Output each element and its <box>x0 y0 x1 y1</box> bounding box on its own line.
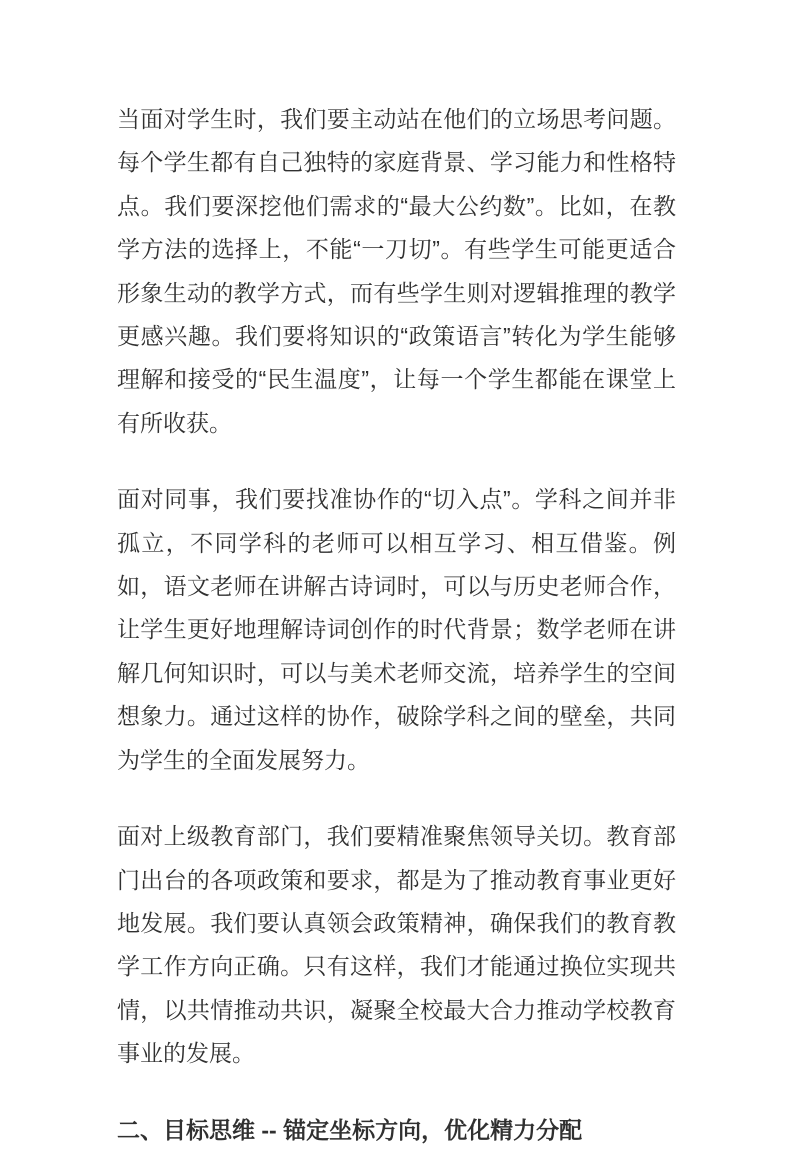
section-heading-goal-thinking: 二、目标思维 -- 锚定坐标方向，优化精力分配 <box>117 1116 583 1143</box>
paragraph-facing-colleagues: 面对同事，我们要找准协作的“切入点”。学科之间并非孤立，不同学科的老师可以相互学习、相互借鉴。例如，语文老师在讲解古诗词时，可以与历史老师合作，让学生更好地理解诗词创作的时代背景；数学老师在讲解几何知识时，可以与美术老师交流，培养学生的空间想象力。通过这样的协作，破除学科之间的壁垒，共同为学生的全面发展努力。 <box>117 486 676 773</box>
paragraph-facing-education-authorities: 面对上级教育部门，我们要精准聚焦领导关切。教育部门出台的各项政策和要求，都是为了推动教育事业更好地发展。我们要认真领会政策精神，确保我们的教育教学工作方向正确。只有这样，我们才能通过换位实现共情，以共情推动共识，凝聚全校最大合力推动学校教育事业的发展。 <box>117 823 676 1067</box>
paragraph-facing-students: 当面对学生时，我们要主动站在他们的立场思考问题。每个学生都有自己独特的家庭背景、学习能力和性格特点。我们要深挖他们需求的“最大公约数”。比如，在教学方法的选择上，不能“一刀切”。有些学生可能更适合形象生动的教学方式，而有些学生则对逻辑推理的教学更感兴趣。我们要将知识的“政策语言”转化为学生能够理解和接受的“民生温度”，让每一个学生都能在课堂上有所收获。 <box>117 106 676 436</box>
